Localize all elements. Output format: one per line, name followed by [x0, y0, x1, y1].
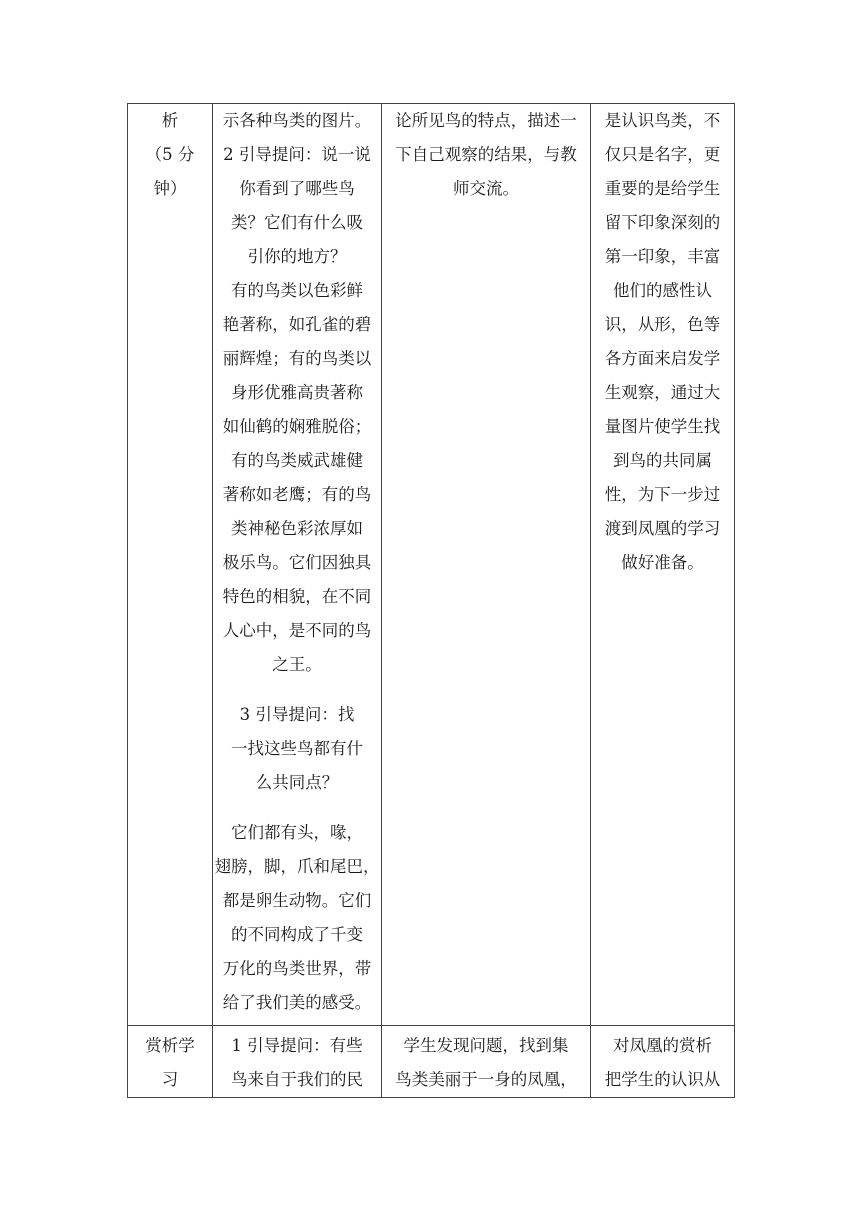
- cell-line: 3 引导提问：找: [239, 705, 355, 724]
- cell-line: 它们都有头，喙，: [231, 823, 363, 842]
- cell-line: 师交流。: [453, 179, 519, 198]
- cell-line: 么共同点？: [255, 773, 339, 792]
- cell-line: 赏析学: [145, 1036, 195, 1055]
- cell-line: 下自己观察的结果，与教: [395, 145, 577, 164]
- cell-line: 2 引导提问：说一说: [223, 145, 371, 164]
- cell-line: 仅只是名字，更: [604, 145, 721, 164]
- cell-line: 之王。: [272, 655, 322, 674]
- teacher-activity-cell: [213, 1026, 382, 1098]
- cell-line: 翅膀，脚，爪和尾巴，: [214, 857, 380, 876]
- table-row: [128, 1026, 735, 1098]
- paragraph-gap: [213, 800, 381, 816]
- cell-line: 析: [161, 111, 179, 130]
- cell-line: （5 分: [145, 145, 195, 164]
- lesson-plan-table: [127, 103, 735, 1098]
- cell-line: 鸟来自于我们的民: [231, 1070, 363, 1089]
- design-intent-cell: [591, 104, 735, 1026]
- cell-line: 做好准备。: [621, 553, 704, 572]
- cell-line: 给了我们美的感受。: [222, 993, 372, 1012]
- cell-line: 类？它们有什么吸: [231, 213, 363, 232]
- cell-line: 到鸟的共同属: [613, 451, 712, 470]
- cell-line: 性，为下一步过: [604, 485, 721, 504]
- cell-line: 艳著称，如孔雀的碧: [222, 315, 372, 334]
- student-activity-cell: [382, 104, 591, 1026]
- cell-line: 学生发现问题，找到集: [403, 1036, 569, 1055]
- cell-line: 渡到凤凰的学习: [604, 519, 721, 538]
- cell-line: 把学生的认识从: [604, 1070, 721, 1089]
- cell-line: 鸟类美丽于一身的凤凰，: [395, 1070, 577, 1089]
- cell-line: 著称如老鹰；有的鸟: [222, 485, 372, 504]
- cell-line: 生观察，通过大: [604, 383, 721, 402]
- cell-line: 论所见鸟的特点，描述一: [395, 111, 577, 130]
- paragraph-gap: [213, 682, 381, 698]
- cell-line: 你看到了哪些鸟: [239, 179, 355, 198]
- cell-line: 极乐鸟。它们因独具: [222, 553, 372, 572]
- cell-line: 留下印象深刻的: [604, 213, 721, 232]
- cell-line: 习: [161, 1070, 179, 1089]
- cell-line: 有的鸟类以色彩鲜: [231, 281, 363, 300]
- cell-line: 类神秘色彩浓厚如: [231, 519, 363, 538]
- cell-line: 人心中，是不同的鸟: [222, 621, 372, 640]
- cell-line: 有的鸟类威武雄健: [231, 451, 363, 470]
- stage-cell: [128, 1026, 213, 1098]
- table-row: [128, 104, 735, 1026]
- cell-line: 1 引导提问：有些: [231, 1036, 363, 1055]
- cell-line: 引你的地方？: [247, 247, 347, 266]
- cell-line: 他们的感性认: [613, 281, 712, 300]
- cell-line: 一找这些鸟都有什: [231, 739, 363, 758]
- cell-line: 如仙鹤的娴雅脱俗；: [222, 417, 372, 436]
- cell-line: 的不同构成了千变: [231, 925, 363, 944]
- cell-line: 重要的是给学生: [604, 179, 721, 198]
- cell-line: 特色的相貌，在不同: [222, 587, 372, 606]
- cell-line: 第一印象，丰富: [604, 247, 721, 266]
- design-intent-cell: [591, 1026, 735, 1098]
- cell-line: 都是卵生动物。它们: [222, 891, 372, 910]
- cell-line: 身形优雅高贵著称: [231, 383, 363, 402]
- cell-line: 各方面来启发学: [604, 349, 721, 368]
- cell-line: 是认识鸟类，不: [604, 111, 721, 130]
- cell-line: 对凤凰的赏析: [613, 1036, 712, 1055]
- teacher-activity-cell: [213, 104, 382, 1026]
- cell-line: 丽辉煌；有的鸟类以: [222, 349, 372, 368]
- cell-line: 量图片使学生找: [604, 417, 721, 436]
- stage-cell: [128, 104, 213, 1026]
- cell-line: 示各种鸟类的图片。: [222, 111, 372, 130]
- cell-line: 钟）: [153, 179, 187, 198]
- cell-line: 识，从形，色等: [604, 315, 721, 334]
- cell-line: 万化的鸟类世界，带: [222, 959, 372, 978]
- student-activity-cell: [382, 1026, 591, 1098]
